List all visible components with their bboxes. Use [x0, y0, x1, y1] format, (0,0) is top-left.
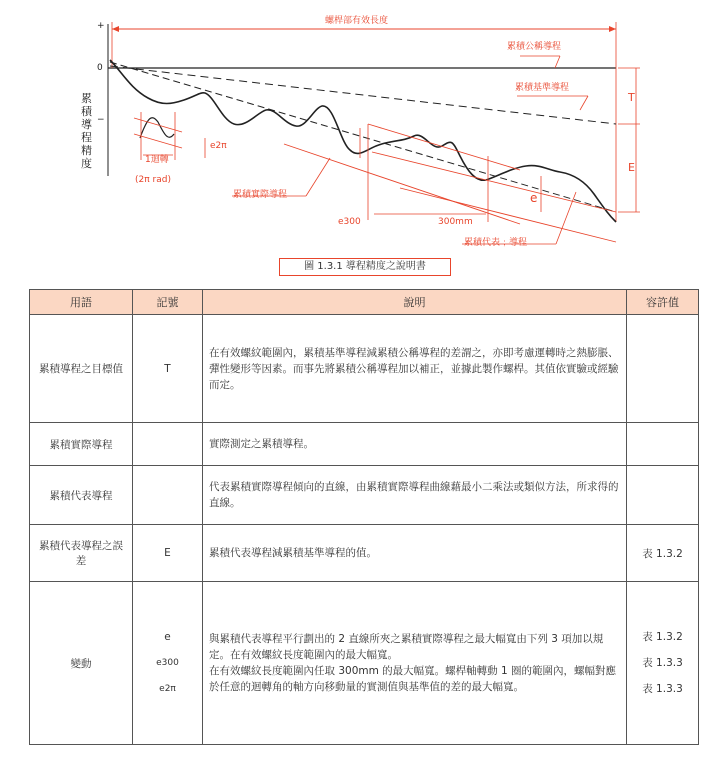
figure-caption: 圖 1.3.1 導程精度之說明書 [279, 258, 451, 276]
300mm-label: 300mm [438, 217, 473, 227]
symbol-e2pi: e2π [159, 684, 176, 694]
tolerance-cell [627, 423, 699, 466]
header-symbol: 記號 [133, 290, 203, 315]
nominal-label: 累積公稱導程 [507, 42, 562, 52]
term-cell: 累積代表導程之誤差 [30, 525, 133, 582]
description-cell: 實際測定之累積導程。 [203, 423, 627, 466]
lead-accuracy-table [29, 289, 699, 745]
representative-label: 累積代表﹔導程 [464, 238, 528, 248]
symbol-e: e [164, 631, 171, 643]
actual-label: 累積實際導程 [233, 190, 288, 200]
reference-leader-tick [580, 96, 588, 110]
term-cell: 變動 [30, 582, 133, 745]
lead-accuracy-diagram [0, 0, 727, 282]
table-row [30, 423, 699, 466]
e300-label: e300 [338, 217, 361, 227]
e-label: e [530, 191, 538, 205]
arrowhead-left [112, 26, 119, 32]
symbol-cell [133, 582, 203, 745]
table-row [30, 466, 699, 525]
symbol-cell: E [133, 525, 203, 582]
table-header-row [30, 290, 699, 315]
term-cell: 累積導程之目標值 [30, 315, 133, 423]
reference-lead-line [110, 66, 616, 124]
term-cell: 累積實際導程 [30, 423, 133, 466]
tolerance-cell: 表 1.3.2 [627, 525, 699, 582]
actual-leader-tick [306, 158, 330, 196]
description-cell: 在有效螺紋範圍內，累積基準導程減累積公稱導程的差謂之，亦即考慮運轉時之熱膨脹、彈性變形等因素。而事先將累積公稱導程加以補正，並據此製作螺桿。其值依實驗或經驗而定。 [203, 315, 627, 423]
zero-label: 0 [97, 63, 103, 73]
table-row [30, 582, 699, 745]
effective-length-label: 螺桿部有效長度 [325, 16, 389, 26]
plus-sign: + [97, 21, 105, 31]
tolerance-e300: 表 1.3.3 [642, 657, 683, 669]
description-cell: 累積代表導程減累積基準導程的值。 [203, 525, 627, 582]
term-cell: 累積代表導程 [30, 466, 133, 525]
tolerance-cell [627, 582, 699, 745]
description-cell: 代表累積實際導程傾向的直線，由累積實際導程曲線藉最小二乘法或類似方法，所求得的直線。 [203, 466, 627, 525]
two-pi-rad-label: (2π rad) [135, 175, 171, 185]
table-row [30, 315, 699, 423]
table-row [30, 525, 699, 582]
T-label: T [628, 91, 635, 104]
tolerance-cell [627, 315, 699, 423]
tolerance-e2pi: 表 1.3.3 [642, 683, 683, 695]
y-axis-label: 累積導程精度 [81, 92, 92, 170]
e-upper-line [372, 152, 616, 212]
header-description: 說明 [203, 290, 627, 315]
e2pi-label: e2π [210, 141, 227, 151]
symbol-e300: e300 [156, 658, 179, 668]
one-rev-label: 1迴轉 [145, 155, 169, 165]
symbol-cell [133, 466, 203, 525]
e300-upper-line [368, 124, 520, 170]
symbol-cell [133, 423, 203, 466]
tolerance-cell [627, 466, 699, 525]
tolerance-e: 表 1.3.2 [642, 631, 683, 643]
header-tolerance: 容許值 [627, 290, 699, 315]
lead-accuracy-figure [0, 0, 727, 282]
e300-lower-line [284, 144, 520, 224]
E-label: E [628, 161, 635, 174]
symbol-cell: T [133, 315, 203, 423]
nominal-leader-tick [555, 56, 560, 68]
header-term: 用語 [30, 290, 133, 315]
reference-label: 累積基準導程 [515, 83, 570, 93]
minus-sign: − [97, 115, 105, 125]
e-lower-line [400, 188, 616, 242]
arrowhead-right [609, 26, 616, 32]
description-cell: 與累積代表導程平行劃出的 2 直線所夾之累積實際導程之最大幅寬由下列 3 項加以規定。在有效螺紋長度範圍內的最大幅寬。 在有效螺紋長度範圍內任取 300mm 的最大幅寬。螺桿軸轉動 1 圈的範圍內，螺幅對應於任意的迴轉角的軸方向移動量的實測值與基準值的差的最大幅寬。 [203, 582, 627, 745]
